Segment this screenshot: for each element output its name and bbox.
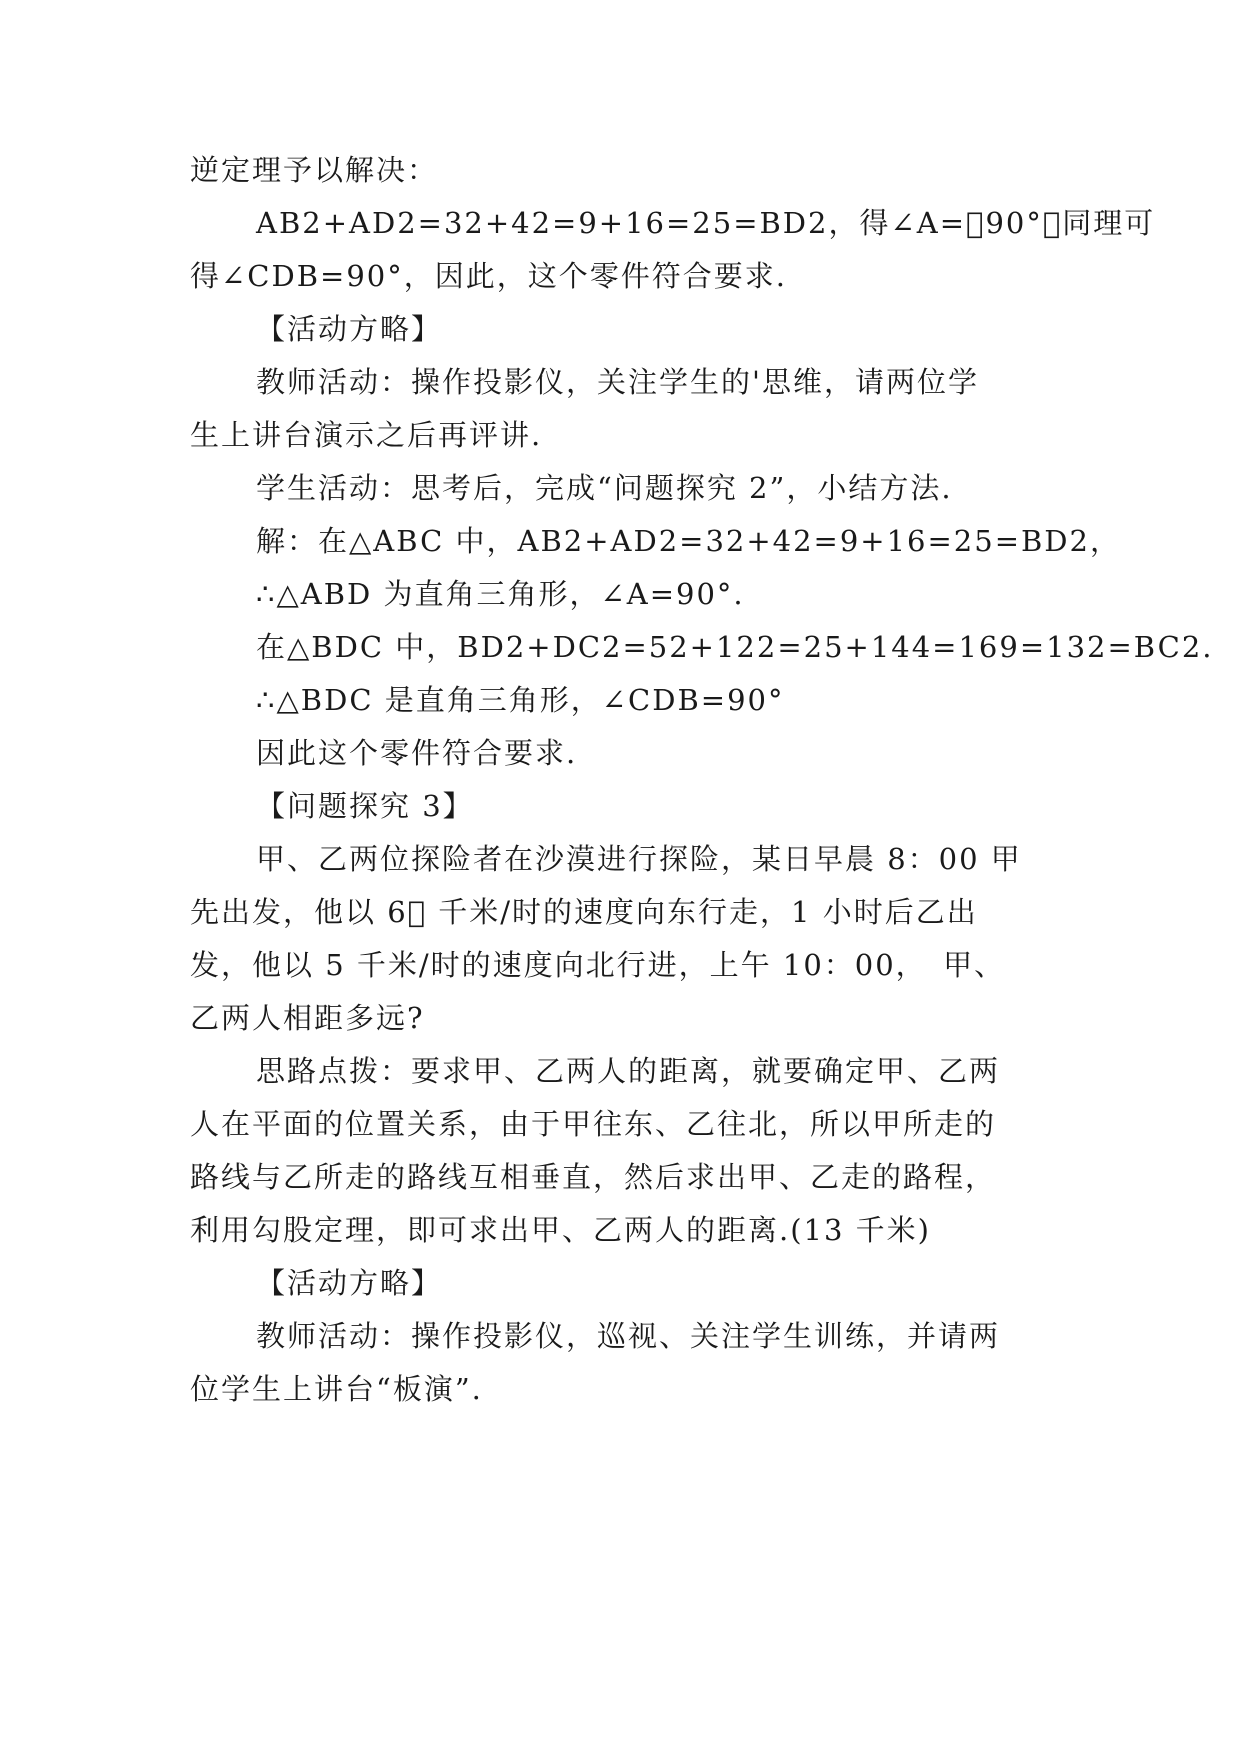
text-line: 思路点拨：要求甲、乙两人的距离，就要确定甲、乙两 [256, 1054, 1001, 1088]
text-line: 先出发，他以 6󰀀 千米/时的速度向东行走，1 小时后乙出 [190, 895, 978, 929]
text-line: ∴△BDC 是直角三角形，∠CDB=90° [256, 683, 785, 717]
text-line: 利用勾股定理，即可求出甲、乙两人的距离.(13 千米) [190, 1213, 931, 1247]
text-line: 人在平面的位置关系，由于甲往东、乙往北，所以甲所走的 [190, 1107, 997, 1141]
section-heading: 【活动方略】 [256, 312, 443, 346]
text-line: 在△BDC 中，BD2+DC2=52+122=25+144=169=132=BC2. [256, 630, 1214, 664]
text-line: AB2+AD2=32+42=9+16=25=BD2，得∠A=󰀀90°，同理可 [256, 206, 1156, 240]
section-heading: 【活动方略】 [256, 1266, 443, 1300]
text-line: 甲、乙两位探险者在沙漠进行探险，某日早晨 8：00 甲 [256, 842, 1022, 876]
text-line: ∴△ABD 为直角三角形，∠A=90°. [256, 577, 745, 611]
text-line: 逆定理予以解决： [190, 153, 439, 187]
section-heading: 【问题探究 3】 [256, 789, 474, 823]
text-line: 得∠CDB=90°，因此，这个零件符合要求. [190, 259, 787, 293]
text-line: 因此这个零件符合要求. [256, 736, 578, 770]
text-line: 学生活动：思考后，完成“问题探究 2”，小结方法. [256, 471, 953, 505]
text-line: 解：在△ABC 中，AB2+AD2=32+42=9+16=25=BD2， [256, 524, 1122, 558]
text-line: 发，他以 5 千米/时的速度向北行进，上午 10：00， 甲、 [190, 948, 1006, 982]
text-line: 位学生上讲台“板演”. [190, 1372, 483, 1406]
text-line: 路线与乙所走的路线互相垂直，然后求出甲、乙走的路程， [190, 1160, 997, 1194]
text-line: 教师活动：操作投影仪，巡视、关注学生训练，并请两 [256, 1319, 1001, 1353]
text-line: 生上讲台演示之后再评讲. [190, 418, 543, 452]
text-line: 乙两人相距多远? [190, 1001, 425, 1035]
text-line: 教师活动：操作投影仪，关注学生的'思维，请两位学 [256, 365, 979, 399]
